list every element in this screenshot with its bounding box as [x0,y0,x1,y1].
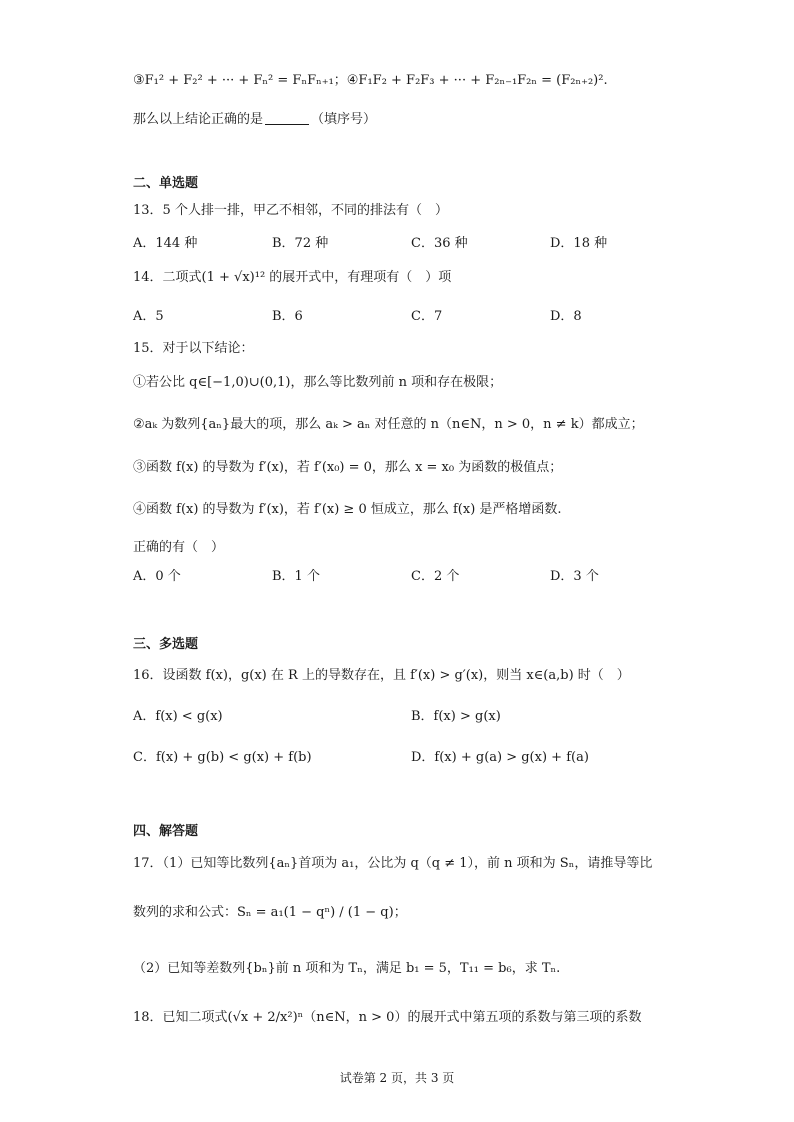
q15-option-a: A．0 个 [133,569,181,584]
q15-ask: 正确的有（ ） [133,540,225,555]
q17-line-3: （2）已知等差数列{bₙ}前 n 项和为 Tₙ，满足 b₁ = 5，T₁₁ = b₆，求 Tₙ. [133,961,561,976]
q16-option-d: D．f(x) + g(a) > g(x) + f(a) [411,750,589,765]
q15-option-b: B．1 个 [272,569,320,584]
line-fibonacci-statements: ③F₁² + F₂² + ··· + Fₙ² = FₙFₙ₊₁；④F₁F₂ + F₂F₃ + ··· + F₂ₙ₋₁F₂ₙ = (F₂ₙ₊₂)². [133,73,608,88]
q14-option-c: C．7 [411,309,443,324]
q16-option-c: C．f(x) + g(b) < g(x) + f(b) [133,750,312,765]
answer-blank [265,112,309,125]
page-footer: 试卷第 2 页，共 3 页 [339,1071,455,1085]
q15-stem: 15．对于以下结论： [133,341,254,356]
q15-statement-4: ④函数 f(x) 的导数为 f′(x)，若 f′(x) ≥ 0 恒成立，那么 f(x) 是严格增函数. [133,502,562,517]
q15-option-c: C．2 个 [411,569,460,584]
fill-blank-prompt: 那么以上结论正确的是 [133,112,264,127]
line-fill-blank [133,112,376,126]
q17-line-1: 17．（1）已知等比数列{aₙ}首项为 a₁，公比为 q（q ≠ 1），前 n 项和为 Sₙ，请推导等比 [133,856,653,871]
q14-stem: 14．二项式(1 + √x)¹² 的展开式中，有理项有（ ）项 [133,270,452,285]
q15-statement-3: ③函数 f(x) 的导数为 f′(x)，若 f′(x₀) = 0，那么 x = x₀ 为函数的极值点； [133,460,563,475]
q14-option-b: B．6 [272,309,303,324]
q15-statement-2: ②aₖ 为数列{aₙ}最大的项，那么 aₖ > aₙ 对任意的 n（n∈N，n > 0，n ≠ k）都成立； [133,417,644,432]
q13-option-c: C．36 种 [411,236,468,251]
q18-line-1: 18．已知二项式(√x + 2/x²)ⁿ（n∈N，n > 0）的展开式中第五项的系数与第三项的系数 [133,1010,642,1025]
q14-option-a: A．5 [133,309,164,324]
q16-option-b: B．f(x) > g(x) [411,709,501,724]
q15-option-d: D．3 个 [550,569,599,584]
section-title-multiple-choice: 三、多选题 [133,637,199,652]
q16-stem: 16．设函数 f(x)，g(x) 在 R 上的导数存在，且 f′(x) > g′(x)，则当 x∈(a,b) 时（ ） [133,668,630,683]
q14-option-d: D．8 [550,309,582,324]
q17-line-2: 数列的求和公式：Sₙ = a₁(1 − qⁿ) / (1 − q)； [133,905,407,920]
q13-option-d: D．18 种 [550,236,608,251]
q13-option-b: B．72 种 [272,236,329,251]
q13-option-a: A．144 种 [133,236,198,251]
section-title-answer-questions: 四、解答题 [133,824,199,839]
section-title-single-choice: 二、单选题 [133,176,199,191]
q16-option-a: A．f(x) < g(x) [133,709,223,724]
fill-blank-hint: （填序号） [311,112,377,127]
q13-stem: 13．5 个人排一排，甲乙不相邻，不同的排法有（ ） [133,203,448,218]
q15-statement-1: ①若公比 q∈[−1,0)∪(0,1)，那么等比数列前 n 项和存在极限； [133,375,503,390]
